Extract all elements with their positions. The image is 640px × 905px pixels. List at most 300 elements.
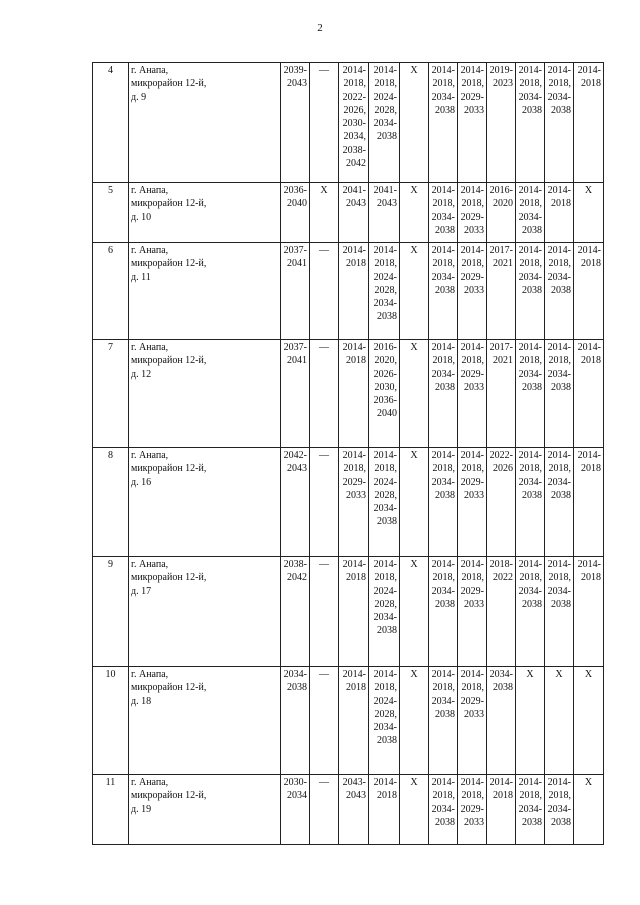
- period-line: Х: [410, 777, 418, 788]
- period-line: 2038: [522, 284, 542, 296]
- period-line: 2018: [346, 682, 366, 694]
- period-line: Х: [584, 185, 593, 196]
- period-line: 2014-: [342, 65, 366, 76]
- period-line: Х: [410, 245, 418, 256]
- period-line: 2038: [551, 598, 571, 610]
- period-line: 2018,: [461, 198, 484, 210]
- period-line: 2034-: [518, 368, 542, 380]
- period-line: Х: [410, 65, 418, 76]
- period-line: 2041-: [373, 185, 397, 196]
- period-line: 2014-: [431, 669, 455, 680]
- period-cell: [516, 667, 545, 775]
- period-line: 2018,: [548, 355, 571, 367]
- period-line: 2014-: [547, 777, 571, 788]
- period-cell: [487, 667, 516, 775]
- period-cell: [545, 667, 574, 775]
- period-cell: [400, 340, 429, 448]
- period-line: 2014-: [577, 65, 601, 76]
- period-line: 2038: [522, 381, 542, 393]
- period-line: 2034-: [373, 118, 397, 130]
- period-line: 2018,: [548, 572, 571, 584]
- address-line: микрорайон 12-й,: [131, 682, 207, 694]
- period-line: 2029-: [460, 211, 484, 223]
- period-line: 2034-: [283, 669, 307, 680]
- period-line: 2034-: [547, 476, 571, 488]
- period-line: 2034-: [547, 91, 571, 103]
- period-line: 2014-: [547, 559, 571, 570]
- period-cell: [516, 63, 545, 183]
- period-line: 2029-: [342, 476, 366, 488]
- period-line: 2014-: [518, 245, 542, 256]
- period-cell: [516, 775, 545, 845]
- period-cell: [339, 667, 369, 775]
- period-cell: [400, 667, 429, 775]
- period-line: 2038: [435, 489, 455, 501]
- period-line: 2038: [377, 625, 397, 637]
- period-cell: [516, 448, 545, 557]
- period-line: 2018,: [519, 790, 542, 802]
- period-line: 2029-: [460, 368, 484, 380]
- period-line: 2034-: [373, 612, 397, 624]
- period-line: 2018,: [548, 258, 571, 270]
- period-line: Х: [555, 669, 563, 680]
- period-line: 2014-: [547, 342, 571, 353]
- period-line: 2018: [551, 198, 571, 210]
- period-line: 2020,: [374, 355, 397, 367]
- address-line: микрорайон 12-й,: [131, 572, 207, 584]
- period-line: 2028,: [374, 598, 397, 610]
- period-cell: [487, 63, 516, 183]
- table-row: [93, 775, 604, 845]
- address-line: д. 11: [131, 271, 151, 283]
- period-line: Х: [410, 559, 418, 570]
- period-line: 2037-: [283, 342, 307, 353]
- period-line: 2014-: [489, 777, 513, 788]
- period-line: 2014-: [431, 559, 455, 570]
- period-line: 2038: [435, 708, 455, 720]
- period-cell: [400, 63, 429, 183]
- period-cell: [429, 183, 458, 243]
- period-cell: [458, 340, 487, 448]
- period-line: 2038-: [283, 559, 307, 570]
- period-line: 2043-: [342, 777, 366, 788]
- period-line: 2034-: [547, 368, 571, 380]
- period-line: 2017-: [489, 342, 513, 353]
- period-line: 2018,: [548, 78, 571, 90]
- period-cell: [310, 667, 339, 775]
- address-line: микрорайон 12-й,: [131, 355, 207, 367]
- period-line: 2038: [522, 489, 542, 501]
- period-line: 2020: [493, 198, 513, 210]
- period-line: 2014-: [547, 245, 571, 256]
- period-line: Х: [584, 669, 593, 680]
- period-line: 2033: [346, 489, 366, 501]
- period-cell: [458, 183, 487, 243]
- period-cell: [545, 557, 574, 667]
- address-line: д. 10: [131, 211, 152, 223]
- address-line: д. 12: [131, 368, 152, 380]
- period-line: 2034-: [431, 91, 455, 103]
- period-line: 2014-: [373, 669, 397, 680]
- period-line: 2018,: [432, 682, 455, 694]
- address-cell: [129, 183, 281, 243]
- period-line: 2033: [464, 489, 484, 501]
- row-number: 9: [93, 557, 129, 667]
- period-cell: [281, 183, 310, 243]
- period-line: Х: [526, 669, 534, 680]
- period-line: 2018: [581, 258, 601, 270]
- period-line: Х: [584, 777, 593, 788]
- table-row: [93, 667, 604, 775]
- period-cell: [545, 63, 574, 183]
- period-line: 2016-: [489, 185, 513, 196]
- period-line: 2014-: [431, 450, 455, 461]
- period-line: 2018,: [519, 572, 542, 584]
- period-line: 2026-: [373, 368, 397, 380]
- period-cell: [487, 775, 516, 845]
- period-line: 2024-: [373, 271, 397, 283]
- address-cell: [129, 340, 281, 448]
- page-number: 2: [317, 22, 323, 34]
- period-line: 2038: [522, 816, 542, 828]
- period-line: 2014-: [518, 185, 542, 196]
- period-line: 2018: [346, 572, 366, 584]
- period-line: 2034-: [518, 803, 542, 815]
- period-cell: [574, 667, 604, 775]
- period-cell: [429, 775, 458, 845]
- period-line: 2034-: [489, 669, 513, 680]
- period-line: 2028,: [374, 284, 397, 296]
- period-cell: [369, 667, 400, 775]
- period-line: 2042: [346, 158, 366, 170]
- period-line: 2018-: [489, 559, 513, 570]
- period-line: 2014-: [342, 559, 366, 570]
- period-line: 2014-: [342, 450, 366, 461]
- period-line: 2036-: [373, 395, 397, 407]
- period-line: 2038-: [342, 144, 366, 156]
- period-line: 2014-: [577, 559, 601, 570]
- period-cell: [429, 667, 458, 775]
- period-line: 2014-: [547, 65, 571, 76]
- period-line: Х: [410, 669, 418, 680]
- row-number: 7: [93, 340, 129, 448]
- period-line: 2043: [346, 198, 366, 210]
- period-line: 2034-: [431, 271, 455, 283]
- period-cell: [310, 340, 339, 448]
- period-cell: [281, 448, 310, 557]
- period-line: 2043: [287, 78, 307, 90]
- period-cell: [458, 557, 487, 667]
- address-line: микрорайон 12-й,: [131, 198, 207, 210]
- period-line: 2034-: [518, 476, 542, 488]
- address-line: д. 19: [131, 803, 152, 815]
- period-line: 2030-: [342, 118, 366, 130]
- period-line: 2034-: [547, 803, 571, 815]
- period-line: —: [319, 65, 329, 76]
- period-line: 2019-: [489, 65, 513, 76]
- period-line: 2018,: [548, 790, 571, 802]
- period-line: 2018,: [519, 78, 542, 90]
- address-line: д. 18: [131, 695, 152, 707]
- period-line: 2018,: [461, 355, 484, 367]
- period-line: 2018,: [432, 463, 455, 475]
- period-line: 2038: [377, 735, 397, 747]
- period-line: 2038: [377, 131, 397, 143]
- period-line: 2038: [377, 311, 397, 323]
- address-line: д. 16: [131, 476, 152, 488]
- period-line: 2014-: [518, 450, 542, 461]
- period-line: 2033: [464, 224, 484, 236]
- period-line: 2018,: [343, 463, 366, 475]
- period-line: 2038: [435, 104, 455, 116]
- period-cell: [339, 183, 369, 243]
- repair-schedule-table: [92, 62, 604, 845]
- period-cell: [310, 448, 339, 557]
- period-line: 2037-: [283, 245, 307, 256]
- row-number: 10: [93, 667, 129, 775]
- period-cell: [369, 63, 400, 183]
- period-line: 2029-: [460, 476, 484, 488]
- period-cell: [516, 340, 545, 448]
- period-line: 2034-: [431, 585, 455, 597]
- period-cell: [516, 243, 545, 340]
- period-cell: [369, 448, 400, 557]
- period-cell: [339, 775, 369, 845]
- period-line: 2030,: [374, 381, 397, 393]
- period-line: 2014-: [460, 777, 484, 788]
- period-cell: [281, 775, 310, 845]
- period-cell: [545, 243, 574, 340]
- period-line: 2034-: [547, 585, 571, 597]
- period-line: 2026,: [343, 104, 366, 116]
- period-line: —: [319, 342, 329, 353]
- period-cell: [574, 243, 604, 340]
- period-line: 2034,: [343, 131, 366, 143]
- period-cell: [429, 243, 458, 340]
- period-cell: [281, 557, 310, 667]
- period-cell: [458, 448, 487, 557]
- period-cell: [281, 340, 310, 448]
- period-line: 2040: [287, 198, 307, 210]
- period-line: 2014-: [460, 342, 484, 353]
- period-line: 2034-: [518, 271, 542, 283]
- period-line: 2018,: [374, 682, 397, 694]
- period-line: Х: [410, 342, 418, 353]
- period-line: 2014-: [460, 65, 484, 76]
- period-cell: [310, 243, 339, 340]
- period-line: 2014-: [431, 65, 455, 76]
- period-line: 2041-: [342, 185, 366, 196]
- period-line: —: [319, 450, 329, 461]
- period-line: 2018,: [461, 258, 484, 270]
- period-line: 2014-: [373, 777, 397, 788]
- period-line: 2028,: [374, 708, 397, 720]
- period-line: 2030-: [283, 777, 307, 788]
- period-cell: [545, 183, 574, 243]
- period-cell: [310, 775, 339, 845]
- period-line: 2034-: [431, 211, 455, 223]
- period-cell: [458, 243, 487, 340]
- period-cell: [516, 183, 545, 243]
- period-cell: [339, 63, 369, 183]
- period-line: 2034-: [431, 368, 455, 380]
- period-line: 2042: [287, 572, 307, 584]
- period-cell: [339, 557, 369, 667]
- period-cell: [429, 340, 458, 448]
- period-line: 2039-: [283, 65, 307, 76]
- period-line: 2043: [377, 198, 397, 210]
- period-cell: [369, 557, 400, 667]
- period-line: 2034-: [431, 803, 455, 815]
- period-line: 2022-: [342, 91, 366, 103]
- row-number: 4: [93, 63, 129, 183]
- period-cell: [281, 63, 310, 183]
- period-cell: [487, 557, 516, 667]
- period-line: 2014-: [547, 450, 571, 461]
- period-line: —: [319, 669, 329, 680]
- period-line: 2014-: [373, 559, 397, 570]
- period-line: 2018,: [519, 258, 542, 270]
- period-line: 2033: [464, 598, 484, 610]
- period-line: 2038: [435, 598, 455, 610]
- period-line: 2018,: [519, 355, 542, 367]
- period-line: 2018,: [432, 355, 455, 367]
- period-line: 2016-: [373, 342, 397, 353]
- period-line: 2034-: [431, 476, 455, 488]
- period-line: 2038: [435, 284, 455, 296]
- period-line: 2034-: [373, 298, 397, 310]
- period-line: 2029-: [460, 271, 484, 283]
- period-line: 2038: [551, 816, 571, 828]
- period-cell: [574, 557, 604, 667]
- period-line: 2038: [435, 224, 455, 236]
- period-line: 2029-: [460, 91, 484, 103]
- period-line: 2014-: [518, 342, 542, 353]
- period-line: 2028,: [374, 104, 397, 116]
- address-cell: [129, 448, 281, 557]
- period-line: 2018,: [432, 198, 455, 210]
- address-line: г. Анапа,: [131, 450, 169, 461]
- period-line: 2024-: [373, 91, 397, 103]
- period-line: 2042-: [283, 450, 307, 461]
- period-line: Х: [410, 450, 418, 461]
- period-cell: [369, 183, 400, 243]
- period-line: 2018,: [548, 463, 571, 475]
- period-line: 2018,: [461, 463, 484, 475]
- period-line: —: [319, 245, 329, 256]
- period-line: 2033: [464, 708, 484, 720]
- period-line: 2041: [287, 258, 307, 270]
- table-row: [93, 183, 604, 243]
- period-line: 2018,: [374, 572, 397, 584]
- table-row: [93, 448, 604, 557]
- period-line: 2018: [581, 572, 601, 584]
- period-line: 2034-: [518, 211, 542, 223]
- period-cell: [310, 557, 339, 667]
- period-cell: [429, 63, 458, 183]
- table-row: [93, 63, 604, 183]
- period-line: 2034-: [431, 695, 455, 707]
- period-cell: [369, 775, 400, 845]
- period-line: 2018: [581, 78, 601, 90]
- period-line: 2018: [377, 790, 397, 802]
- period-line: 2014-: [460, 669, 484, 680]
- period-cell: [400, 557, 429, 667]
- period-cell: [400, 775, 429, 845]
- period-line: 2014-: [431, 342, 455, 353]
- period-line: 2034-: [547, 271, 571, 283]
- address-line: г. Анапа,: [131, 559, 169, 570]
- row-number: 6: [93, 243, 129, 340]
- period-line: 2018,: [374, 78, 397, 90]
- period-line: 2018,: [461, 790, 484, 802]
- period-line: 2043: [287, 463, 307, 475]
- period-line: 2018,: [374, 463, 397, 475]
- period-cell: [487, 340, 516, 448]
- period-cell: [369, 243, 400, 340]
- period-line: 2018,: [461, 572, 484, 584]
- period-line: 2038: [287, 682, 307, 694]
- period-line: 2014-: [460, 245, 484, 256]
- period-line: 2014-: [577, 450, 601, 461]
- period-cell: [574, 340, 604, 448]
- period-cell: [310, 183, 339, 243]
- address-line: г. Анапа,: [131, 65, 169, 76]
- period-line: 2041: [287, 355, 307, 367]
- period-line: 2038: [522, 598, 542, 610]
- period-line: 2038: [435, 381, 455, 393]
- period-cell: [545, 775, 574, 845]
- period-line: 2038: [522, 104, 542, 116]
- row-number: 8: [93, 448, 129, 557]
- period-line: 2038: [522, 224, 542, 236]
- period-line: 2038: [551, 381, 571, 393]
- period-line: 2022-: [489, 450, 513, 461]
- address-line: д. 9: [131, 91, 147, 103]
- period-line: 2014-: [431, 777, 455, 788]
- period-line: 2021: [493, 258, 513, 270]
- address-line: микрорайон 12-й,: [131, 790, 207, 802]
- period-cell: [458, 63, 487, 183]
- period-line: 2038: [551, 284, 571, 296]
- period-cell: [545, 340, 574, 448]
- period-cell: [281, 243, 310, 340]
- period-line: 2014-: [373, 245, 397, 256]
- period-line: 2018,: [432, 78, 455, 90]
- period-cell: [281, 667, 310, 775]
- period-line: 2034-: [518, 91, 542, 103]
- period-cell: [487, 243, 516, 340]
- period-line: 2014-: [518, 559, 542, 570]
- period-line: 2018,: [432, 790, 455, 802]
- period-line: 2029-: [460, 585, 484, 597]
- address-cell: [129, 775, 281, 845]
- period-line: 2036-: [283, 185, 307, 196]
- period-line: Х: [320, 185, 328, 196]
- period-line: 2018,: [343, 78, 366, 90]
- period-cell: [545, 448, 574, 557]
- period-line: 2018: [581, 355, 601, 367]
- period-line: 2018,: [432, 572, 455, 584]
- address-line: микрорайон 12-й,: [131, 463, 207, 475]
- period-line: 2018,: [432, 258, 455, 270]
- period-line: 2014-: [518, 777, 542, 788]
- period-line: 2034: [287, 790, 307, 802]
- period-line: 2033: [464, 816, 484, 828]
- period-cell: [516, 557, 545, 667]
- period-line: 2018: [493, 790, 513, 802]
- period-line: 2018,: [519, 198, 542, 210]
